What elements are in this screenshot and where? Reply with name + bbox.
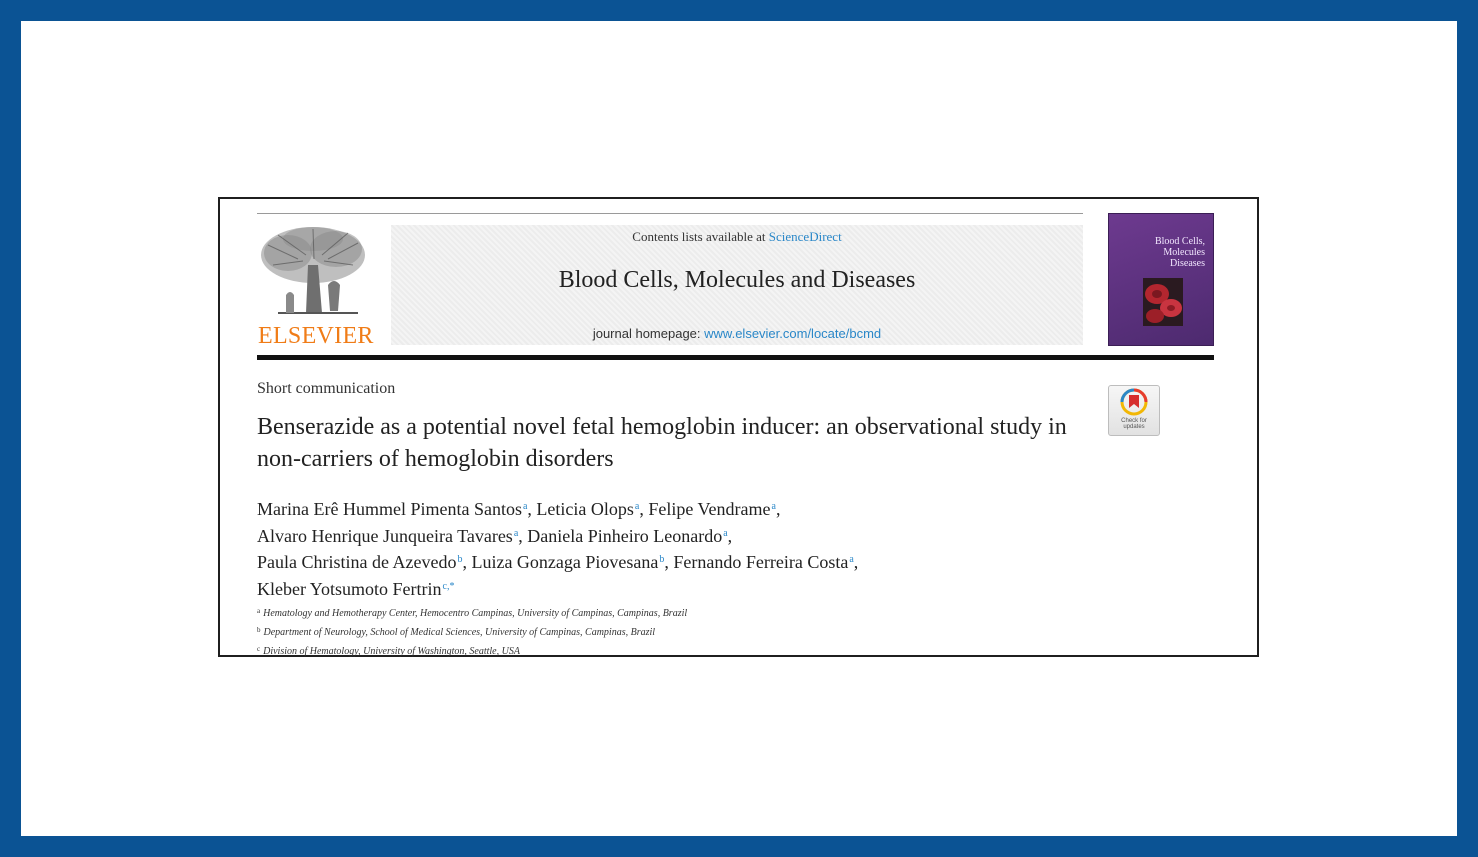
affiliation-text: Hematology and Hemotherapy Center, Hemocentro Campinas, University of Campinas, Campinas, Brazil bbox=[263, 608, 688, 619]
publisher-name: ELSEVIER bbox=[258, 323, 374, 349]
check-for-updates-button[interactable] bbox=[1108, 385, 1160, 436]
affiliation-item bbox=[257, 622, 1157, 641]
affiliation-marker[interactable]: a bbox=[723, 527, 728, 539]
homepage-line bbox=[391, 326, 1083, 341]
affiliation-key: a bbox=[257, 607, 261, 615]
article-title: Benserazide as a potential novel fetal hemoglobin inducer: an observational study in non-carriers of hemoglobin disorders bbox=[257, 414, 1067, 472]
author-separator: , bbox=[853, 552, 859, 572]
affiliation-marker[interactable]: b bbox=[659, 554, 665, 565]
crossmark-label bbox=[1109, 418, 1159, 430]
article-type: Short communication bbox=[257, 380, 396, 397]
author-line bbox=[257, 495, 1157, 522]
elsevier-logo bbox=[258, 225, 374, 349]
top-rule bbox=[257, 213, 1083, 214]
author-name[interactable]: Daniela Pinheiro Leonardo bbox=[527, 525, 723, 546]
paper-header-card bbox=[218, 197, 1259, 657]
author-name[interactable]: Felipe Vendrame bbox=[648, 499, 771, 519]
affiliation-marker[interactable]: c,* bbox=[442, 580, 455, 592]
affiliation-marker[interactable]: b bbox=[457, 554, 463, 565]
homepage-link[interactable]: www.elsevier.com/locate/bcmd bbox=[704, 326, 882, 341]
author-separator: , bbox=[775, 499, 781, 519]
author-list bbox=[257, 495, 1157, 601]
author-name[interactable]: Kleber Yotsumoto Fertrin bbox=[257, 578, 442, 599]
affiliation-marker[interactable]: a bbox=[849, 554, 854, 565]
author-separator: , bbox=[664, 552, 674, 572]
author-name[interactable]: Fernando Ferreira Costa bbox=[673, 552, 849, 572]
affiliation-text: Division of Hematology, University of Washington, Seattle, USA bbox=[263, 646, 520, 657]
homepage-prefix: journal homepage: bbox=[592, 326, 705, 341]
author-line bbox=[257, 522, 1157, 549]
cover-title: Blood Cells, Molecules Diseases bbox=[1154, 236, 1205, 269]
affiliation-marker[interactable]: a bbox=[513, 527, 519, 539]
author-separator: , bbox=[518, 525, 528, 546]
author-separator: , bbox=[639, 499, 649, 519]
journal-title: Blood Cells, Molecules and Diseases bbox=[558, 267, 916, 293]
crossmark-label-line1: Check for bbox=[1121, 418, 1147, 424]
affiliation-item bbox=[257, 641, 1157, 660]
frame bbox=[21, 21, 1457, 836]
affiliation-item bbox=[257, 603, 1157, 622]
journal-masthead bbox=[391, 225, 1083, 345]
header-divider bbox=[257, 355, 1214, 360]
contents-prefix: Contents lists available at bbox=[632, 229, 769, 244]
author-separator: , bbox=[462, 552, 472, 572]
affiliation-marker[interactable]: a bbox=[634, 501, 640, 512]
affiliation-key: c bbox=[257, 645, 261, 653]
sciencedirect-link[interactable]: ScienceDirect bbox=[768, 229, 842, 244]
affiliation-list bbox=[257, 603, 1157, 660]
contents-line bbox=[391, 229, 1083, 245]
author-name[interactable]: Alvaro Henrique Junqueira Tavares bbox=[257, 525, 513, 546]
crossmark-label-line2: updates bbox=[1123, 424, 1145, 430]
affiliation-key: b bbox=[257, 626, 261, 634]
author-name[interactable]: Paula Christina de Azevedo bbox=[257, 552, 457, 572]
elsevier-tree-icon bbox=[258, 225, 368, 323]
affiliation-text: Department of Neurology, School of Medical Sciences, University of Campinas, Campinas, Brazil bbox=[263, 627, 656, 638]
affiliation-marker[interactable]: a bbox=[522, 501, 528, 512]
author-separator: , bbox=[527, 499, 537, 519]
affiliation-marker[interactable]: a bbox=[771, 501, 776, 512]
journal-cover-image bbox=[1108, 213, 1214, 346]
author-name[interactable]: Luiza Gonzaga Piovesana bbox=[471, 552, 659, 572]
author-name[interactable]: Marina Erê Hummel Pimenta Santos bbox=[257, 499, 522, 519]
crossmark-icon bbox=[1109, 386, 1159, 418]
blood-cells-icon bbox=[1143, 278, 1183, 326]
author-name[interactable]: Leticia Olops bbox=[536, 499, 634, 519]
author-line bbox=[257, 575, 1157, 602]
author-line bbox=[257, 548, 1157, 575]
author-separator: , bbox=[727, 525, 733, 546]
